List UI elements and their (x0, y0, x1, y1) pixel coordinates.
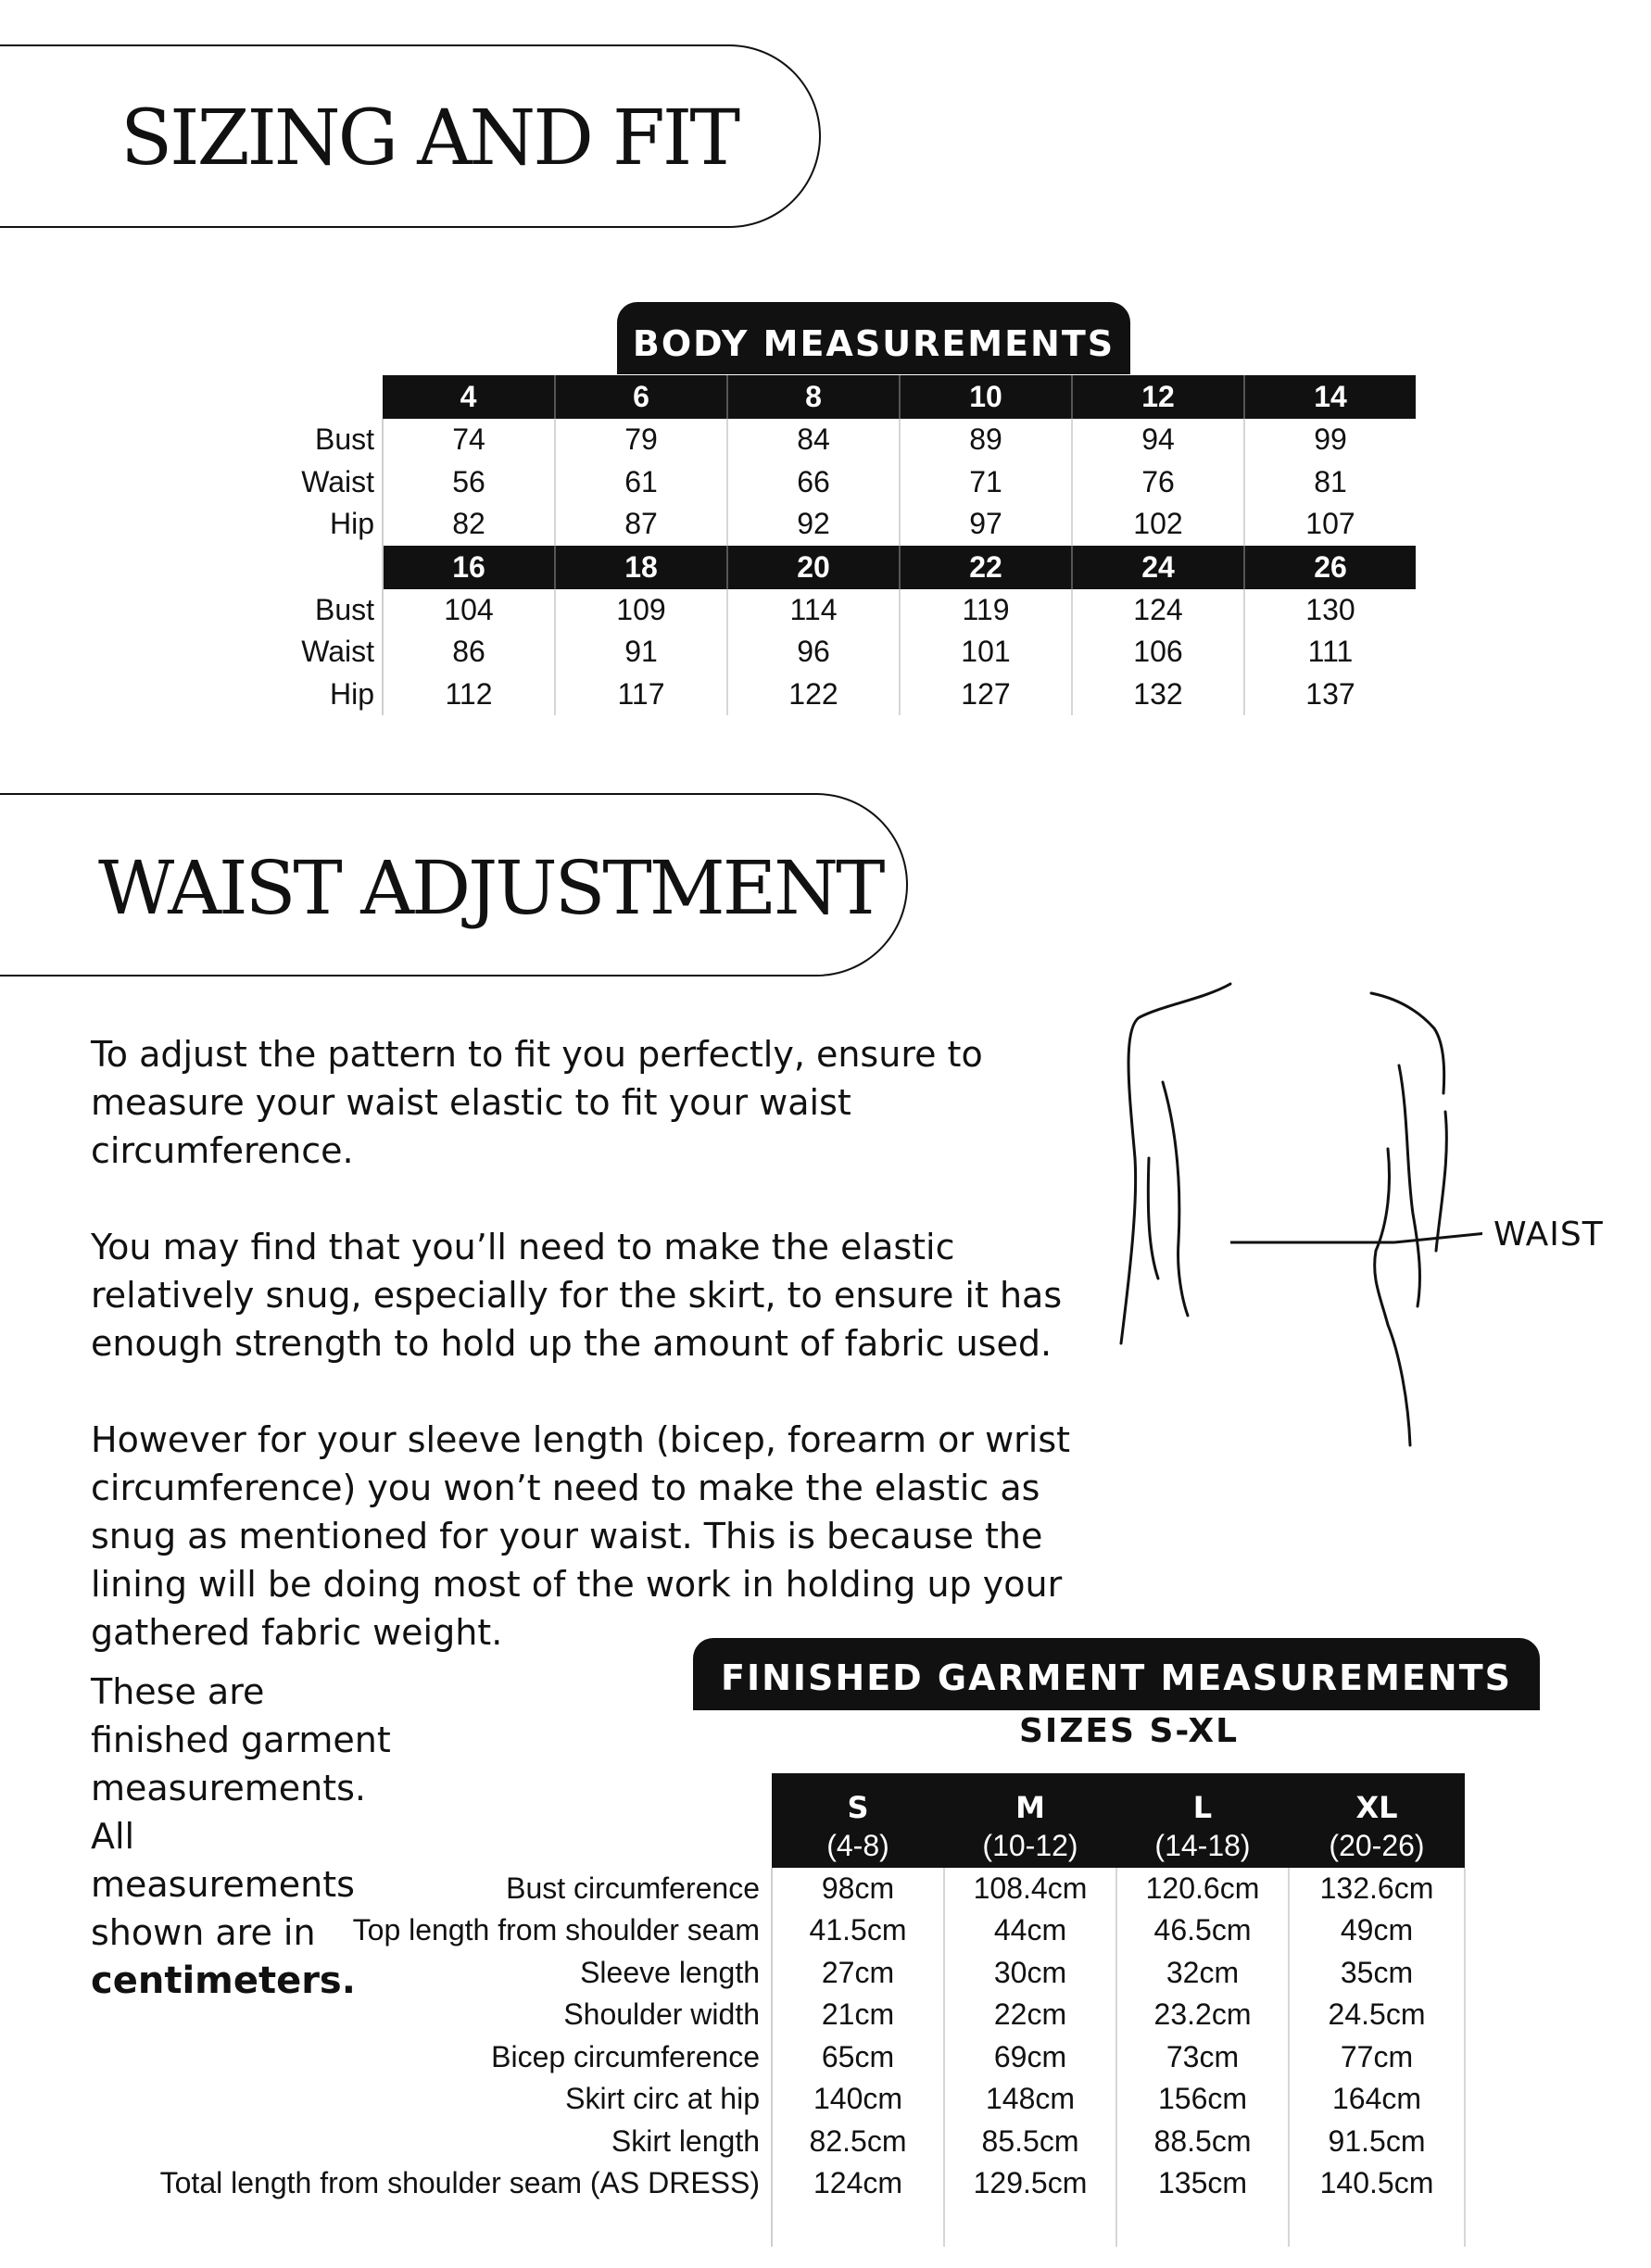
value-cell: 120.6cm (1116, 1868, 1289, 1910)
body-outline-figure (1093, 973, 1482, 1455)
value-cell: 117 (555, 674, 727, 716)
row-label: Waist (278, 461, 383, 504)
value-cell: 111 (1307, 635, 1354, 669)
table-row (278, 631, 1416, 674)
size-label: XL (1289, 1773, 1465, 1825)
value-cell: 132.6cm (1289, 1868, 1465, 1910)
size-cell: 6 (555, 375, 727, 419)
value-cell: 24.5cm (1289, 1994, 1465, 2036)
paragraph: However for your sleeve length (bicep, forearm or wrist circumference) you won’t need to make the elastic as snug as mentioned for your waist. This is because the lining will be doing most of the work in holding up your gathered fabric weight. (91, 1419, 1071, 1653)
value-cell: 86 (383, 631, 555, 674)
size-label: M (944, 1773, 1116, 1825)
value-cell: 92 (727, 503, 900, 546)
value-cell: 85.5cm (944, 2121, 1116, 2163)
row-label: Bust circumference (148, 1868, 772, 1910)
size-cell: 10 (900, 375, 1072, 419)
value-cell: 164cm (1289, 2078, 1465, 2121)
size-cell: 18 (555, 546, 727, 589)
body-measurements-banner: BODY MEASUREMENTS (617, 302, 1130, 374)
paragraph: To adjust the pattern to fit you perfectly, ensure to measure your waist elastic to fit your waist circumference. (91, 1034, 983, 1171)
value-cell: 98cm (772, 1868, 944, 1910)
row-label: Bicep circumference (148, 2036, 772, 2079)
value-cell: 87 (555, 503, 727, 546)
value-cell: 73cm (1116, 2036, 1289, 2079)
value-cell: 156cm (1116, 2078, 1289, 2121)
row-label: Hip (278, 503, 383, 546)
row-label: Waist (278, 631, 383, 674)
row-label: Bust (278, 419, 383, 461)
value-cell: 101 (900, 631, 1072, 674)
row-label: Total length from shoulder seam (AS DRESS) (148, 2162, 772, 2205)
value-cell: 49cm (1289, 1909, 1465, 1952)
value-cell: 124 (1072, 589, 1244, 632)
value-cell: 82 (383, 503, 555, 546)
size-cell: 14 (1244, 375, 1416, 419)
table-row (148, 1994, 1465, 2036)
value-cell: 135cm (1116, 2162, 1289, 2205)
waist-title: WAIST ADJUSTMENT (98, 845, 883, 931)
value-cell: 23.2cm (1116, 1994, 1289, 2036)
value-cell: 71 (900, 461, 1072, 504)
finished-garment-table (148, 1773, 1466, 2247)
value-cell: 130 (1305, 592, 1355, 626)
size-cell: 16 (383, 546, 555, 589)
value-cell: 107 (1305, 507, 1355, 541)
sizes-subtitle: SIZES S-XL (1019, 1712, 1240, 1750)
value-cell: 77cm (1289, 2036, 1465, 2079)
value-cell: 56 (383, 461, 555, 504)
paragraph: You may find that you’ll need to make the elastic relatively snug, especially for the skirt, to ensure it has enough strength to hold up the amount of fabric used. (91, 1227, 1063, 1364)
value-cell: 69cm (944, 2036, 1116, 2079)
size-range: (10-12) (944, 1825, 1116, 1868)
value-cell: 32cm (1116, 1952, 1289, 1995)
row-label: Hip (278, 674, 383, 716)
value-cell: 94 (1072, 419, 1244, 461)
value-cell: 91.5cm (1289, 2121, 1465, 2163)
value-cell: 112 (383, 674, 555, 716)
table-row (148, 2121, 1465, 2163)
value-cell: 81 (1314, 464, 1347, 498)
value-cell: 108.4cm (944, 1868, 1116, 1910)
value-cell: 119 (900, 589, 1072, 632)
size-cell: 22 (900, 546, 1072, 589)
value-cell: 104 (383, 589, 555, 632)
value-cell: 106 (1072, 631, 1244, 674)
table-row (148, 2162, 1465, 2205)
value-cell: 27cm (772, 1952, 944, 1995)
table-row (148, 1909, 1465, 1952)
value-cell: 132 (1072, 674, 1244, 716)
table-row (278, 503, 1416, 546)
size-label: S (772, 1773, 944, 1825)
value-cell: 97 (900, 503, 1072, 546)
size-cell: 8 (727, 375, 900, 419)
sizing-title-frame (0, 44, 821, 228)
value-cell: 102 (1072, 503, 1244, 546)
row-label: Bust (278, 589, 383, 632)
size-cell: 4 (383, 375, 555, 419)
size-range: (20-26) (1289, 1825, 1465, 1868)
waist-instructions (91, 1030, 1091, 1705)
value-cell: 79 (555, 419, 727, 461)
table-row (148, 2036, 1465, 2079)
size-label: L (1116, 1773, 1289, 1825)
table-row (148, 1952, 1465, 1995)
note-unit: centimeters. (91, 1959, 356, 2002)
value-cell: 96 (727, 631, 900, 674)
value-cell: 41.5cm (772, 1909, 944, 1952)
value-cell: 84 (727, 419, 900, 461)
sizing-title: SIZING AND FIT (120, 94, 738, 183)
value-cell: 82.5cm (772, 2121, 944, 2163)
value-cell: 148cm (944, 2078, 1116, 2121)
table-row (278, 461, 1416, 504)
size-range-row (148, 1825, 1465, 1868)
value-cell: 89 (900, 419, 1072, 461)
size-cell: 12 (1072, 375, 1244, 419)
value-cell: 46.5cm (1116, 1909, 1289, 1952)
value-cell: 137 (1305, 676, 1355, 711)
value-cell: 99 (1314, 422, 1347, 457)
value-cell: 91 (555, 631, 727, 674)
size-header-row (148, 1773, 1465, 1825)
size-range: (4-8) (772, 1825, 944, 1868)
value-cell: 122 (727, 674, 900, 716)
row-label: Shoulder width (148, 1994, 772, 2036)
size-cell: 20 (727, 546, 900, 589)
size-cell: 24 (1072, 546, 1244, 589)
value-cell: 127 (900, 674, 1072, 716)
value-cell: 88.5cm (1116, 2121, 1289, 2163)
value-cell: 21cm (772, 1994, 944, 2036)
value-cell: 76 (1072, 461, 1244, 504)
finished-garment-banner: FINISHED GARMENT MEASUREMENTS (693, 1638, 1540, 1710)
table-row (148, 2078, 1465, 2121)
table-row (278, 419, 1416, 461)
row-label: Skirt circ at hip (148, 2078, 772, 2121)
value-cell: 140.5cm (1289, 2162, 1465, 2205)
value-cell: 66 (727, 461, 900, 504)
table-spacer-row (148, 2205, 1465, 2248)
value-cell: 109 (555, 589, 727, 632)
note-text: These are finished garment measurements. All measurements shown are in (91, 1671, 391, 1953)
value-cell: 30cm (944, 1952, 1116, 1995)
body-measurements-table (278, 375, 1416, 715)
table-row (278, 589, 1416, 632)
size-header-row (278, 375, 1416, 419)
waist-label: WAIST (1493, 1216, 1604, 1254)
value-cell: 140cm (772, 2078, 944, 2121)
size-header-row (278, 546, 1416, 589)
value-cell: 74 (383, 419, 555, 461)
value-cell: 114 (727, 589, 900, 632)
value-cell: 35cm (1289, 1952, 1465, 1995)
size-cell: 26 (1244, 546, 1416, 589)
waist-title-frame (0, 793, 908, 976)
value-cell: 22cm (944, 1994, 1116, 2036)
row-label: Top length from shoulder seam (148, 1909, 772, 1952)
value-cell: 129.5cm (944, 2162, 1116, 2205)
value-cell: 65cm (772, 2036, 944, 2079)
size-range: (14-18) (1116, 1825, 1289, 1868)
row-label: Sleeve length (148, 1952, 772, 1995)
row-label: Skirt length (148, 2121, 772, 2163)
table-row (278, 674, 1416, 716)
value-cell: 61 (555, 461, 727, 504)
value-cell: 124cm (772, 2162, 944, 2205)
table-row (148, 1868, 1465, 1910)
value-cell: 44cm (944, 1909, 1116, 1952)
